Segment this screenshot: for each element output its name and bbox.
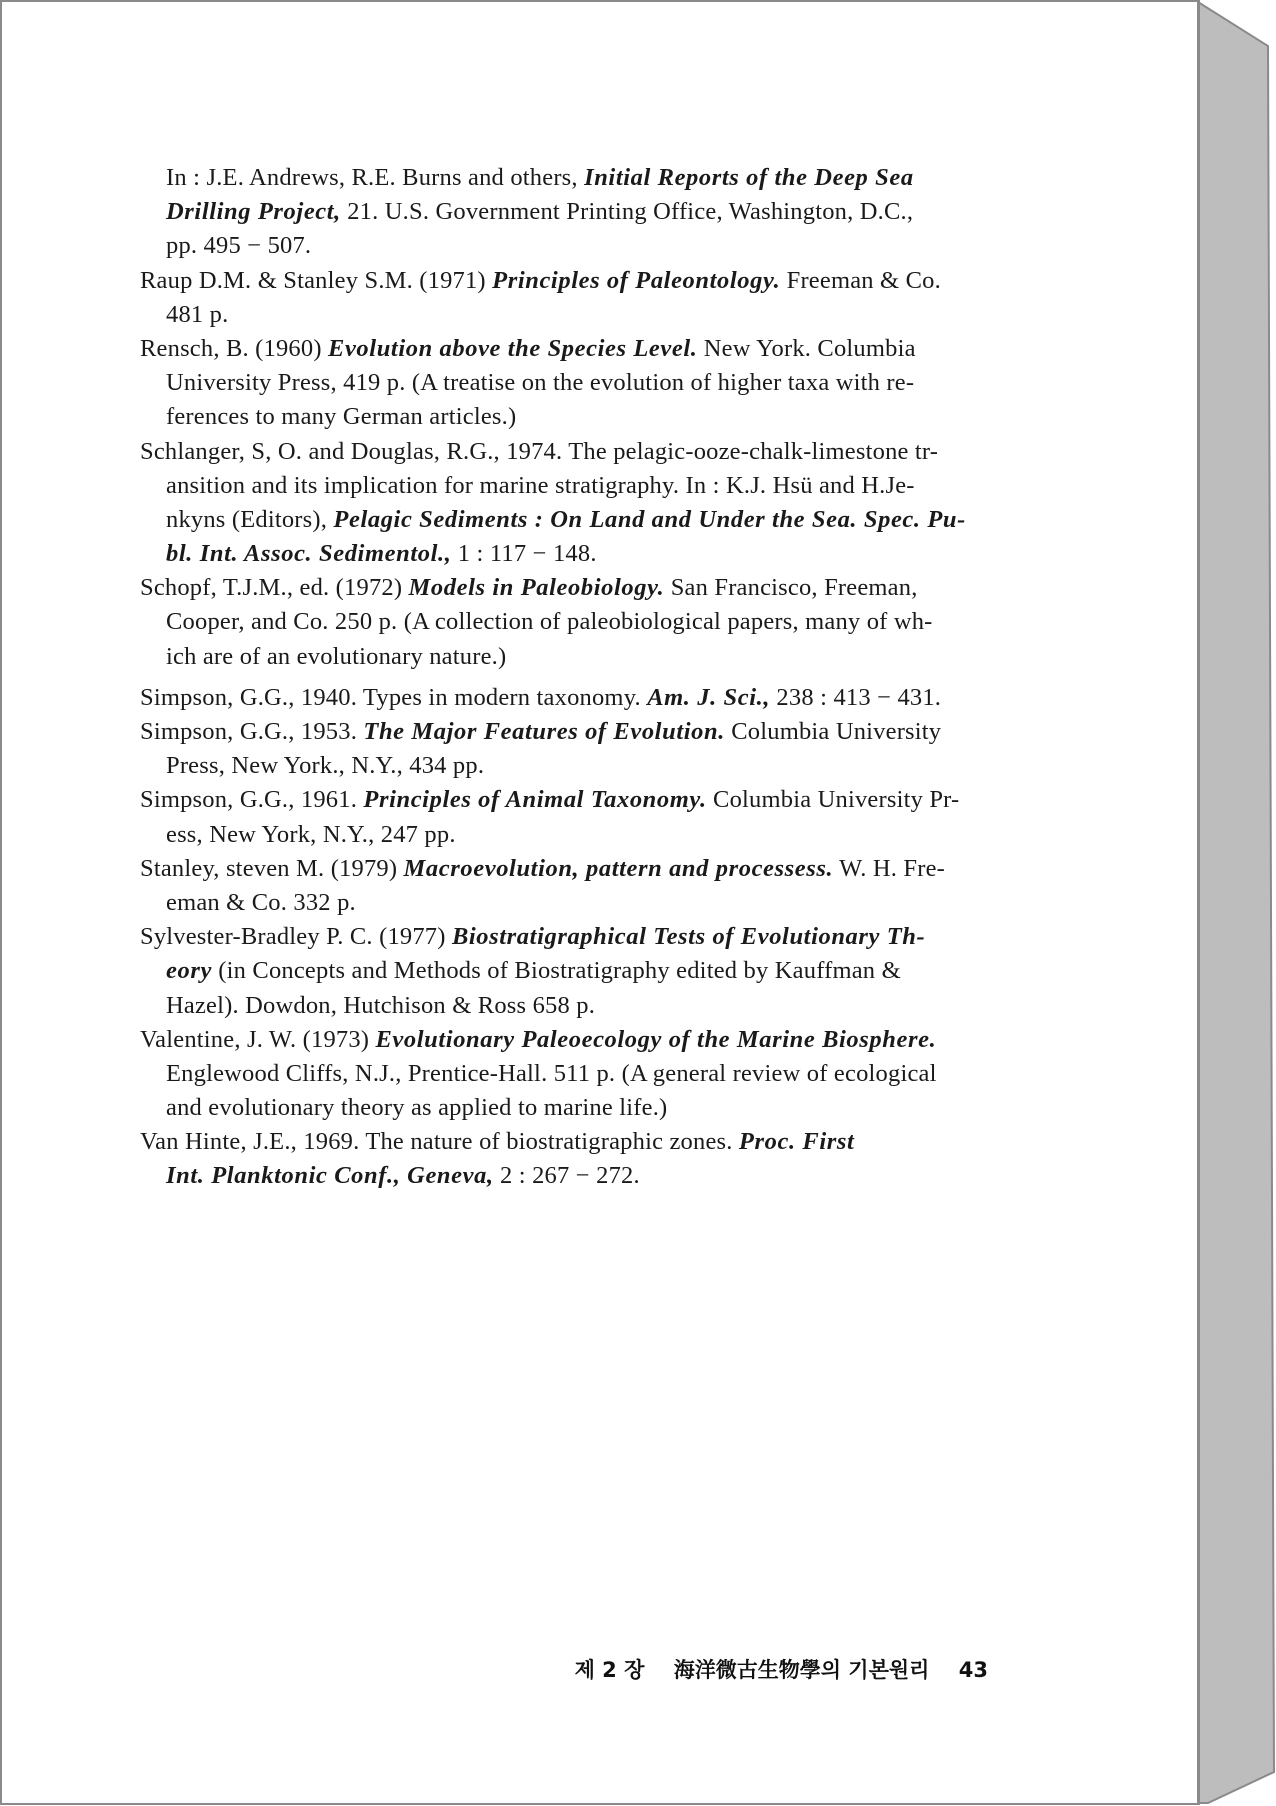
reference-text: W. H. Fre-	[833, 854, 946, 882]
reference-text: Englewood Cliffs, N.J., Prentice-Hall. 511 p. (A general review of ecological	[166, 1059, 937, 1087]
page-number: 43	[958, 1658, 988, 1682]
reference-text: Simpson, G.G., 1940. Types in modern taxonomy.	[140, 683, 648, 711]
reference-text: 2 : 267 − 272.	[493, 1162, 640, 1190]
reference-text: University Press, 419 p. (A treatise on the evolution of higher taxa with re-	[166, 369, 915, 397]
reference-text: (in Concepts and Methods of Biostratigraphy edited by Kauffman &	[211, 957, 901, 985]
reference-text: In : J.E. Andrews, R.E. Burns and others,	[166, 164, 585, 191]
reference-text: Schopf, T.J.M., ed. (1972)	[140, 574, 409, 602]
chapter-title: 海洋微古生物學의 기본원리	[673, 1658, 930, 1682]
reference-text: Van Hinte, J.E., 1969. The nature of biostratigraphic zones.	[140, 1128, 739, 1156]
chapter-label: 제 2 장	[574, 1658, 645, 1682]
page-edge-side-panel	[1198, 2, 1274, 1803]
reference-text: and evolutionary theory as applied to marine life.)	[166, 1094, 668, 1122]
reference-text: Schlanger, S, O. and Douglas, R.G., 1974. The pelagic-ooze-chalk-limestone tr-	[140, 437, 939, 465]
reference-text: Hazel). Dowdon, Hutchison & Ross 658 p.	[166, 991, 596, 1019]
reference-text: Rensch, B. (1960)	[140, 334, 329, 362]
reference-title-italic: Pelagic Sediments : On Land and Under the Sea. Spec. Pu-	[333, 505, 966, 533]
reference-text: Simpson, G.G., 1953.	[140, 718, 364, 745]
reference-text: 1 : 117 − 148.	[451, 540, 597, 568]
reference-title-italic: Principles of Paleontology.	[492, 266, 781, 294]
reference-text: New York. Columbia	[697, 334, 916, 362]
reference-title-italic: Evolutionary Paleoecology of the Marine Biosphere.	[375, 1025, 937, 1053]
reference-title-italic: eory	[166, 957, 212, 985]
reference-text: Sylvester-Bradley P. C. (1977)	[140, 923, 452, 951]
reference-title-italic: Principles of Animal Taxonomy.	[363, 786, 707, 814]
reference-title-italic: Evolution above the Species Level.	[328, 334, 698, 362]
reference-text: Columbia University	[724, 718, 942, 745]
reference-text: ich are of an evolutionary nature.)	[166, 642, 507, 670]
reference-title-italic: Drilling Project,	[166, 198, 341, 226]
reference-title-italic: Macroevolution, pattern and processess.	[403, 854, 834, 882]
page-border	[1, 1, 1199, 1804]
reference-text: 21. U.S. Government Printing Office, Washington, D.C.,	[340, 198, 914, 226]
reference-text: Simpson, G.G., 1961.	[140, 786, 364, 814]
reference-title-italic: Int. Planktonic Conf., Geneva,	[166, 1162, 494, 1190]
reference-text: San Francisco, Freeman,	[664, 574, 918, 602]
reference-text: Raup D.M. & Stanley S.M. (1971)	[140, 266, 493, 294]
reference-text: 238 : 413 − 431.	[770, 683, 942, 711]
reference-title-italic: Models in Paleobiology.	[408, 574, 665, 602]
reference-text: eman & Co. 332 p.	[166, 888, 356, 916]
reference-text: ess, New York, N.Y., 247 pp.	[166, 820, 456, 848]
reference-title-italic: Biostratigraphical Tests of Evolutionary Th-	[451, 923, 926, 951]
reference-text: Stanley, steven M. (1979)	[140, 854, 404, 882]
reference-title-italic: The Major Features of Evolution.	[363, 718, 725, 745]
reference-text: Press, New York., N.Y., 434 pp.	[166, 752, 485, 780]
reference-text: Cooper, and Co. 250 p. (A collection of paleobiological papers, many of wh-	[166, 608, 933, 636]
reference-title-italic: Initial Reports of the Deep Sea	[584, 164, 914, 191]
reference-text: 481 p.	[166, 300, 229, 328]
reference-text: pp. 495 − 507.	[166, 232, 312, 260]
reference-title-italic: bl. Int. Assoc. Sedimentol.,	[166, 540, 452, 568]
reference-title-italic: Am. J. Sci.,	[647, 683, 771, 711]
reference-text: Valentine, J. W. (1973)	[140, 1025, 376, 1053]
reference-text: Freeman & Co.	[780, 266, 941, 294]
reference-text: nkyns (Editors),	[166, 505, 334, 533]
reference-text: Columbia University Pr-	[706, 786, 960, 814]
reference-title-italic: Proc. First	[738, 1128, 855, 1156]
reference-text: ferences to many German articles.)	[166, 403, 517, 431]
reference-text: ansition and its implication for marine stratigraphy. In : K.J. Hsü and H.Je-	[166, 471, 915, 499]
